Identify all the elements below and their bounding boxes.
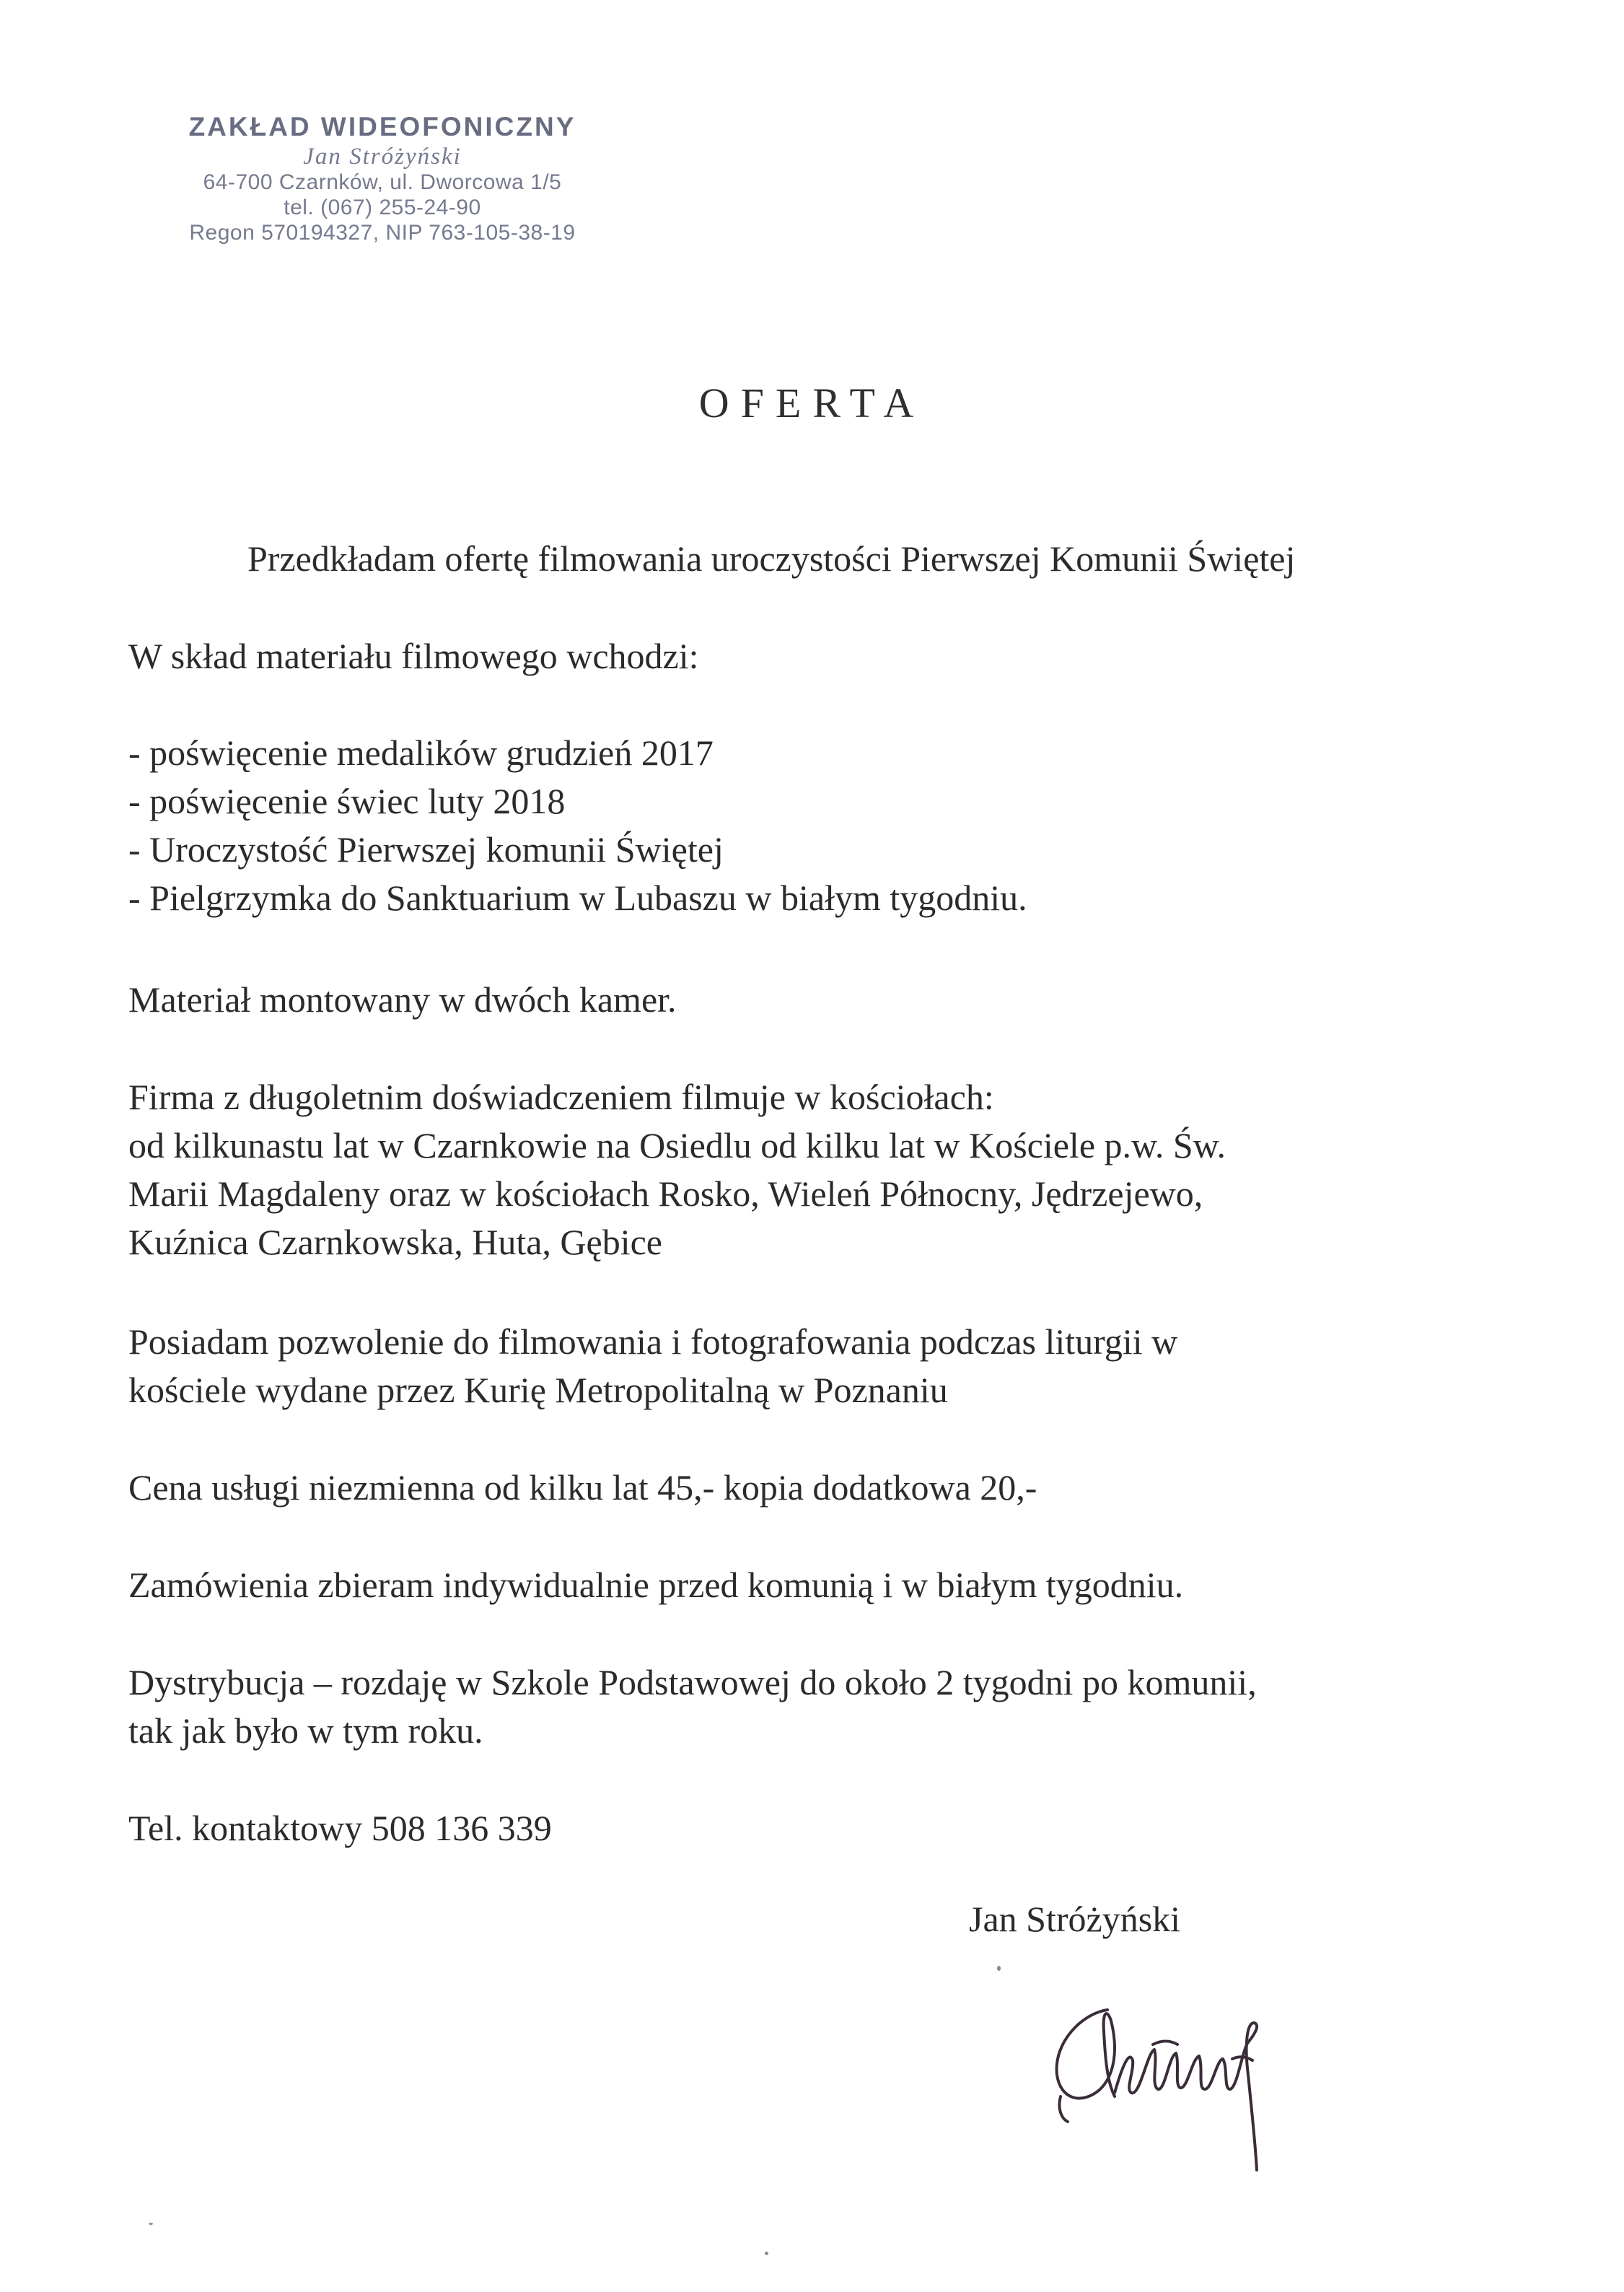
- handwritten-signature: [1039, 1981, 1284, 2183]
- stamp-ids: Regon 570194327, NIP 763-105-38-19: [189, 220, 576, 245]
- list-item: - poświęcenie medalików grudzień 2017: [128, 732, 714, 773]
- stamp-company-name: ZAKŁAD WIDEOFONICZNY: [188, 112, 576, 141]
- paragraph-line: Posiadam pozwolenie do filmowania i fotografowania podczas liturgii w: [128, 1321, 1178, 1362]
- paragraph-line: kościele wydane przez Kurię Metropolitalną w Poznaniu: [128, 1370, 948, 1410]
- company-stamp: [170, 112, 595, 246]
- document-title: OFERTA: [698, 380, 926, 427]
- list-item: - Uroczystość Pierwszej komunii Świętej: [128, 829, 724, 870]
- permission-paragraph: [128, 1318, 1177, 1414]
- stamp-phone: tel. (067) 255-24-90: [284, 195, 481, 219]
- paper-speck: [765, 2252, 768, 2255]
- paragraph-line: od kilkunastu lat w Czarnkowie na Osiedlu od kilku lat w Kościele p.w. Św.: [128, 1125, 1226, 1165]
- experience-paragraph: [128, 1073, 1226, 1267]
- paragraph-line: Marii Magdaleny oraz w kościołach Rosko, Wieleń Północny, Jędrzejewo,: [128, 1173, 1203, 1214]
- paper-speck: [997, 1966, 1001, 1971]
- signature-name: Jan Stróżyński: [969, 1899, 1181, 1939]
- paragraph-line: Kuźnica Czarnkowska, Huta, Gębice: [128, 1222, 662, 1262]
- stamp-owner: Jan Stróżyński: [303, 143, 462, 170]
- stamp-address: 64-700 Czarnków, ul. Dworcowa 1/5: [203, 170, 562, 195]
- contact-paragraph: Tel. kontaktowy 508 136 339: [128, 1808, 552, 1848]
- materials-list: [128, 729, 1027, 922]
- list-item: - Pielgrzymka do Sanktuarium w Lubaszu w białym tygodniu.: [128, 878, 1027, 918]
- distribution-paragraph: [128, 1658, 1257, 1755]
- intro-paragraph: Przedkładam ofertę filmowania uroczystości Pierwszej Komunii Świętej: [247, 538, 1296, 579]
- materials-heading: W skład materiału filmowego wchodzi:: [128, 636, 699, 676]
- orders-paragraph: Zamówienia zbieram indywidualnie przed komunią i w białym tygodniu.: [128, 1565, 1184, 1605]
- paragraph-line: Firma z długoletnim doświadczeniem filmuje w kościołach:: [128, 1077, 994, 1117]
- price-paragraph: Cena usługi niezmienna od kilku lat 45,- kopia dodatkowa 20,-: [128, 1467, 1037, 1508]
- paragraph-line: tak jak było w tym roku.: [128, 1710, 483, 1751]
- paragraph-line: Dystrybucja – rozdaję w Szkole Podstawowej do około 2 tygodni po komunii,: [128, 1662, 1257, 1702]
- paper-speck: [149, 2223, 153, 2225]
- editing-paragraph: Materiał montowany w dwóch kamer.: [128, 979, 677, 1020]
- list-item: - poświęcenie świec luty 2018: [128, 781, 566, 821]
